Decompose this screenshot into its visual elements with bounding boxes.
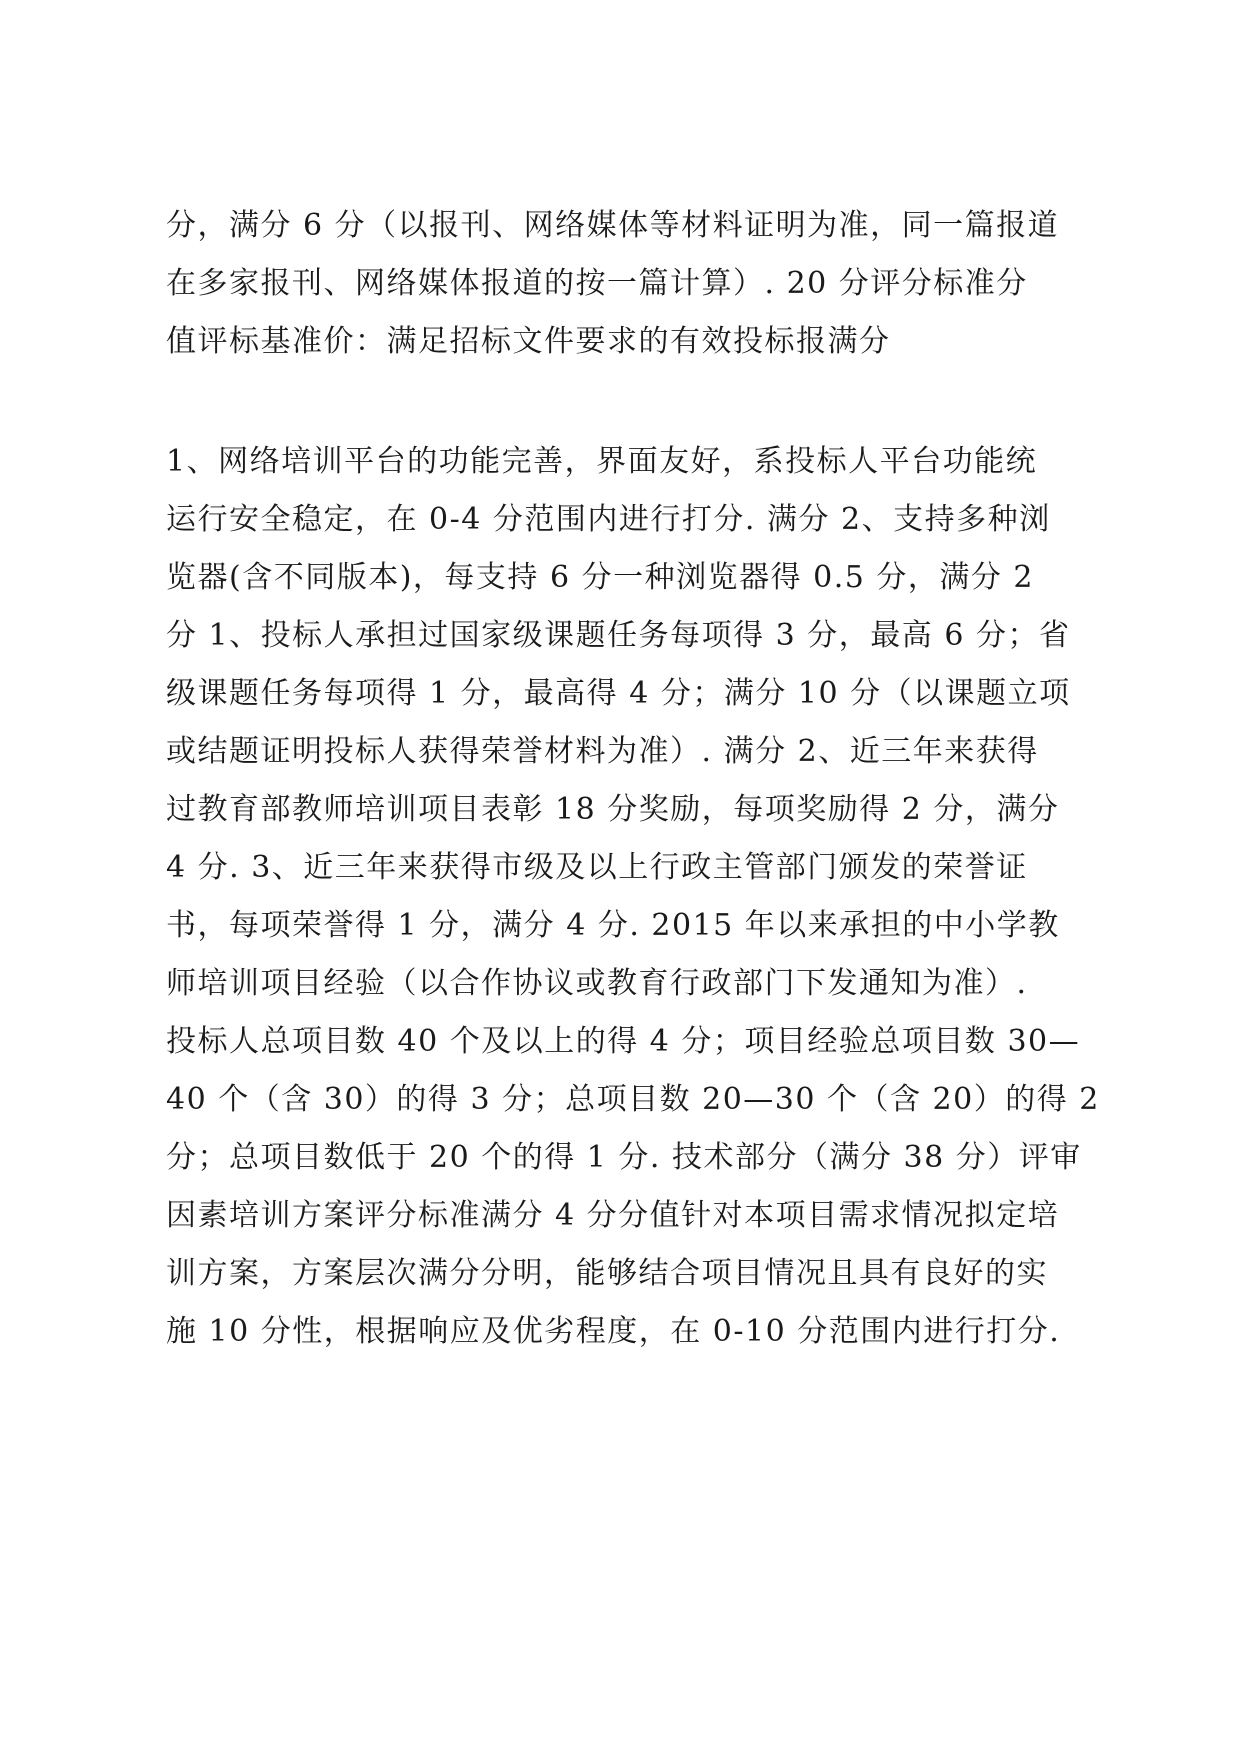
paragraph-2-line-1: 1、网络培训平台的功能完善，界面友好，系投标人平台功能统 xyxy=(166,444,1038,479)
paragraph-2-line-9: 书，每项荣誉得 1 分，满分 4 分. 2015 年以来承担的中小学教 xyxy=(166,908,1060,943)
paragraph-2-line-10: 师培训项目经验（以合作协议或教育行政部门下发通知为准）. xyxy=(166,966,1028,1001)
paragraph-2-line-5: 级课题任务每项得 1 分，最高得 4 分；满分 10 分（以课题立项 xyxy=(166,676,1071,711)
paragraph-2-line-3: 览器(含不同版本)，每支持 6 分一种浏览器得 0.5 分，满分 2 xyxy=(166,560,1034,595)
paragraph-2-line-6: 或结题证明投标人获得荣誉材料为准）. 满分 2、近三年来获得 xyxy=(166,734,1039,769)
paragraph-2-line-4: 分 1、投标人承担过国家级课题任务每项得 3 分，最高 6 分；省 xyxy=(166,618,1071,653)
paragraph-2-line-15: 训方案，方案层次满分分明，能够结合项目情况且具有良好的实 xyxy=(166,1256,1048,1291)
paragraph-1-line-3: 值评标基准价：满足招标文件要求的有效投标报满分 xyxy=(166,324,891,359)
paragraph-2-line-12: 40 个（含 30）的得 3 分；总项目数 20—30 个（含 20）的得 2 xyxy=(166,1082,1100,1117)
paragraph-2-line-7: 过教育部教师培训项目表彰 18 分奖励，每项奖励得 2 分，满分 xyxy=(166,792,1060,827)
paragraph-2-line-2: 运行安全稳定，在 0-4 分范围内进行打分. 满分 2、支持多种浏 xyxy=(166,502,1051,537)
paragraph-2-line-13: 分；总项目数低于 20 个的得 1 分. 技术部分（满分 38 分）评审 xyxy=(166,1140,1082,1175)
paragraph-1-line-2: 在多家报刊、网络媒体报道的按一篇计算）. 20 分评分标准分 xyxy=(166,266,1028,301)
paragraph-1-line-1: 分，满分 6 分（以报刊、网络媒体等材料证明为准，同一篇报道 xyxy=(166,208,1060,243)
paragraph-2-line-8: 4 分. 3、近三年来获得市级及以上行政主管部门颁发的荣誉证 xyxy=(166,850,1028,885)
paragraph-2-line-16: 施 10 分性，根据响应及优劣程度，在 0-10 分范围内进行打分. xyxy=(166,1314,1061,1349)
paragraph-2-line-14: 因素培训方案评分标准满分 4 分分值针对本项目需求情况拟定培 xyxy=(166,1198,1060,1233)
paragraph-2-line-11: 投标人总项目数 40 个及以上的得 4 分；项目经验总项目数 30— xyxy=(166,1024,1081,1059)
